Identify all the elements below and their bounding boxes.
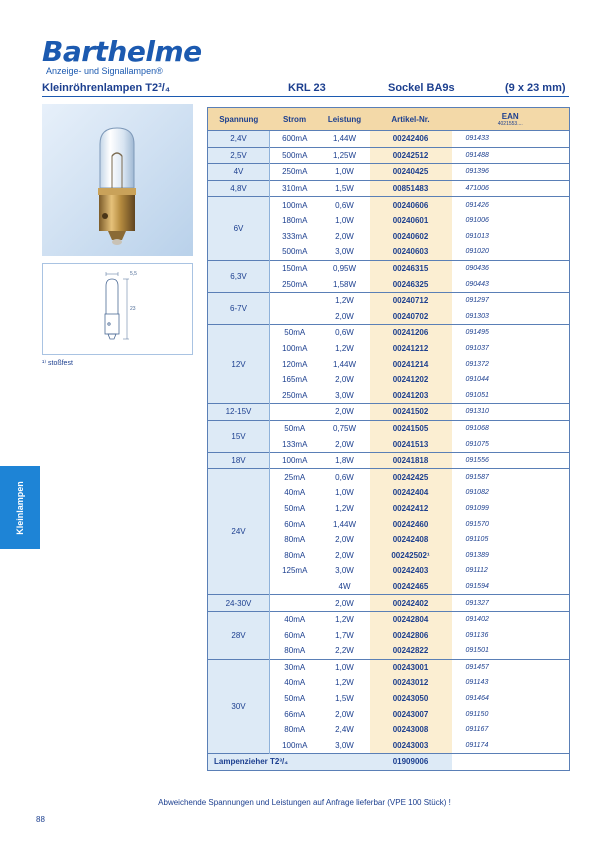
article-cell: 00241513 — [370, 436, 452, 452]
table-row — [208, 260, 570, 276]
voltage-cell: 6V — [208, 197, 270, 260]
table-row — [208, 131, 570, 148]
power-cell: 1,0W — [320, 659, 370, 675]
table-header-row — [208, 108, 570, 131]
brand-name: Barthelme — [42, 35, 202, 68]
article-cell: 00241202 — [370, 372, 452, 388]
table-row — [208, 180, 570, 197]
current-cell: 133mA — [282, 439, 308, 449]
power-cell: 0,6W — [320, 197, 370, 213]
current-cell — [270, 309, 320, 325]
article-cell: 00242804 — [370, 611, 452, 627]
ean-cell: 091150 — [465, 710, 489, 718]
voltage-cell: 24-30V — [208, 595, 270, 612]
current-cell: 310mA — [270, 180, 320, 197]
article-cell: 00243007 — [370, 706, 452, 722]
table-row — [208, 164, 570, 181]
ean-cell: 091372 — [465, 360, 489, 368]
power-cell: 3,0W — [335, 247, 354, 257]
ean-cell: 091587 — [452, 469, 570, 485]
voltage-cell: 12V — [208, 325, 270, 404]
current-cell: 100mA — [270, 197, 320, 213]
ean-cell: 091006 — [465, 217, 489, 225]
power-cell: 0,6W — [320, 469, 370, 485]
table-row — [208, 197, 570, 213]
power-cell: 4W — [338, 581, 351, 591]
current-cell: 80mA — [284, 725, 306, 735]
current-cell — [270, 595, 320, 612]
article-cell: 00242403 — [370, 563, 452, 579]
ean-cell: 091068 — [452, 420, 570, 436]
voltage-cell: 24V — [208, 469, 270, 595]
table-row — [208, 147, 570, 164]
product-name: Kleinröhrenlampen T2³/₄ — [42, 82, 171, 94]
power-cell: 1,0W — [335, 488, 354, 498]
header-ean-label: EAN — [501, 111, 519, 121]
product-base: Sockel BA9s — [388, 82, 455, 94]
power-cell: 2,0W — [335, 535, 354, 545]
article-cell: 00242460 — [370, 516, 452, 532]
article-cell: 00241203 — [370, 388, 452, 404]
article-cell: 00242406 — [370, 131, 452, 148]
ean-cell: 091020 — [465, 248, 489, 256]
power-cell: 1,58W — [332, 279, 357, 289]
current-cell: 100mA — [282, 344, 308, 354]
ean-cell: 091488 — [452, 147, 570, 164]
ean-cell: 091464 — [465, 695, 489, 703]
article-cell: 00851483 — [370, 180, 452, 197]
accessory-article: 01909006 — [370, 754, 452, 771]
article-cell: 00240602 — [370, 229, 452, 245]
accessory-row — [208, 754, 570, 771]
header-divider — [42, 96, 569, 97]
current-cell: 600mA — [270, 131, 320, 148]
current-cell: 60mA — [284, 519, 306, 529]
current-cell: 50mA — [284, 503, 306, 513]
ean-cell: 091105 — [465, 536, 489, 544]
power-cell: 1,25W — [320, 147, 370, 164]
current-cell: 30mA — [270, 659, 320, 675]
table-row — [208, 659, 570, 675]
article-cell: 00242822 — [370, 643, 452, 659]
product-size: (9 x 23 mm) — [505, 82, 566, 94]
lamp-photo-icon — [42, 104, 193, 256]
current-cell: 80mA — [284, 550, 306, 560]
table-row — [208, 452, 570, 469]
article-cell: 00243050 — [370, 691, 452, 707]
technical-drawing — [42, 263, 193, 355]
voltage-cell: 6-7V — [208, 292, 270, 324]
footnote: ¹⁾ stoßfest — [42, 360, 73, 367]
article-cell: 00240601 — [370, 213, 452, 229]
ean-cell: 091112 — [465, 567, 488, 575]
power-cell: 2,0W — [335, 311, 354, 321]
power-cell: 3,0W — [335, 566, 354, 576]
current-cell: 80mA — [284, 535, 306, 545]
ean-cell: 091082 — [465, 489, 489, 497]
article-cell: 00242512 — [370, 147, 452, 164]
ean-cell: 091297 — [452, 292, 570, 308]
ean-cell: 091570 — [465, 520, 489, 528]
current-cell: 250mA — [282, 390, 308, 400]
article-cell: 00243003 — [370, 738, 452, 754]
ean-cell: 091099 — [465, 504, 489, 512]
power-cell: 0,95W — [320, 260, 370, 276]
article-cell: 00242412 — [370, 501, 452, 517]
section-tab — [0, 466, 40, 549]
spec-table — [207, 107, 570, 771]
ean-cell: 091303 — [465, 312, 489, 320]
header-voltage: Spannung — [208, 108, 270, 131]
current-cell — [270, 404, 320, 421]
voltage-cell: 28V — [208, 611, 270, 659]
current-cell: 250mA — [270, 164, 320, 181]
ean-cell: 091044 — [465, 376, 489, 384]
power-cell: 1,2W — [335, 503, 354, 513]
article-cell: 00242425 — [370, 469, 452, 485]
current-cell: 80mA — [284, 646, 306, 656]
article-cell: 00241212 — [370, 341, 452, 357]
current-cell: 50mA — [284, 694, 306, 704]
current-cell: 333mA — [282, 231, 308, 241]
power-cell: 2,0W — [335, 439, 354, 449]
header-current: Strom — [270, 108, 320, 131]
article-cell: 00240606 — [370, 197, 452, 213]
current-cell: 25mA — [270, 469, 320, 485]
table-row — [208, 611, 570, 627]
current-cell: 40mA — [284, 678, 306, 688]
current-cell: 120mA — [282, 359, 308, 369]
table-row — [208, 595, 570, 612]
power-cell: 2,4W — [335, 725, 354, 735]
power-cell: 1,44W — [332, 519, 357, 529]
current-cell — [270, 579, 320, 595]
power-cell: 2,0W — [320, 595, 370, 612]
ean-cell: 091051 — [465, 391, 489, 399]
article-cell: 00241505 — [370, 420, 452, 436]
ean-cell: 090436 — [452, 260, 570, 276]
article-cell: 00243008 — [370, 722, 452, 738]
voltage-cell: 18V — [208, 452, 270, 469]
ean-cell: 091402 — [452, 611, 570, 627]
page-number: 88 — [36, 815, 45, 824]
article-cell: 00240712 — [370, 292, 452, 308]
table-row — [208, 292, 570, 308]
article-cell: 00240603 — [370, 244, 452, 260]
ean-cell: 091594 — [465, 582, 489, 590]
ean-cell: 091037 — [465, 345, 489, 353]
ean-cell: 091396 — [452, 164, 570, 181]
power-cell: 1,44W — [332, 359, 357, 369]
ean-cell: 091136 — [465, 631, 489, 639]
power-cell: 3,0W — [335, 390, 354, 400]
power-cell: 1,2W — [335, 344, 354, 354]
header-ean-prefix: 4021553.... — [497, 120, 523, 127]
voltage-cell: 6,3V — [208, 260, 270, 292]
article-cell: 00246325 — [370, 276, 452, 292]
article-cell: 00241818 — [370, 452, 452, 469]
current-cell: 66mA — [284, 709, 306, 719]
power-cell: 2,0W — [335, 375, 354, 385]
table-body — [208, 131, 570, 754]
article-cell: 00242806 — [370, 627, 452, 643]
ean-cell: 091167 — [465, 726, 489, 734]
brand-subtitle: Anzeige- und Signallampen® — [46, 66, 163, 76]
article-cell: 00246315 — [370, 260, 452, 276]
power-cell: 1,7W — [335, 630, 354, 640]
current-cell: 40mA — [284, 488, 306, 498]
current-cell: 100mA — [282, 740, 308, 750]
power-cell: 1,44W — [320, 131, 370, 148]
ean-cell: 091143 — [465, 679, 489, 687]
power-cell: 1,8W — [320, 452, 370, 469]
section-tab-label: Kleinlampen — [15, 480, 25, 535]
ean-cell: 091556 — [452, 452, 570, 469]
article-cell: 00243001 — [370, 659, 452, 675]
ean-cell: 091310 — [452, 404, 570, 421]
power-cell: 2,0W — [320, 404, 370, 421]
current-cell: 50mA — [270, 420, 320, 436]
power-cell: 1,5W — [320, 180, 370, 197]
ean-cell: 091327 — [452, 595, 570, 612]
header-power: Leistung — [320, 108, 370, 131]
ean-cell: 091389 — [465, 551, 489, 559]
ean-cell: 091174 — [465, 741, 489, 749]
current-cell: 165mA — [282, 375, 308, 385]
voltage-cell: 4,8V — [208, 180, 270, 197]
article-cell: 00242404 — [370, 485, 452, 501]
power-cell: 2,0W — [335, 550, 354, 560]
ean-cell: 091495 — [452, 325, 570, 341]
lamp-photo — [42, 104, 193, 256]
power-cell: 1,0W — [335, 216, 354, 226]
article-cell: 00242402 — [370, 595, 452, 612]
current-cell: 50mA — [270, 325, 320, 341]
current-cell: 125mA — [282, 566, 308, 576]
ean-cell: 091426 — [452, 197, 570, 213]
accessory-ean — [452, 754, 570, 771]
header-article: Artikel-Nr. — [370, 108, 452, 131]
voltage-cell: 2,5V — [208, 147, 270, 164]
voltage-cell: 12-15V — [208, 404, 270, 421]
accessory-label: Lampenzieher T2³/₄ — [208, 754, 370, 771]
table-row — [208, 469, 570, 485]
article-cell: 00240425 — [370, 164, 452, 181]
table-row — [208, 325, 570, 341]
power-cell: 0,6W — [320, 325, 370, 341]
ean-cell: 091013 — [465, 232, 489, 240]
current-cell: 40mA — [270, 611, 320, 627]
lamp-drawing-icon — [43, 264, 194, 356]
article-cell: 00242408 — [370, 532, 452, 548]
current-cell: 150mA — [270, 260, 320, 276]
product-type: KRL 23 — [288, 82, 326, 94]
dimension-length: 23 — [130, 306, 136, 312]
voltage-cell: 2,4V — [208, 131, 270, 148]
power-cell: 1,2W — [320, 292, 370, 308]
ean-cell: 091433 — [452, 131, 570, 148]
power-cell: 2,0W — [335, 231, 354, 241]
ean-cell: 471006 — [452, 180, 570, 197]
power-cell: 2,2W — [335, 646, 354, 656]
ean-cell: 091501 — [465, 647, 489, 655]
dimension-width: 5,5 — [130, 271, 137, 277]
power-cell: 0,75W — [320, 420, 370, 436]
table-row — [208, 404, 570, 421]
current-cell — [270, 292, 320, 308]
power-cell: 1,5W — [335, 694, 354, 704]
current-cell: 250mA — [282, 279, 308, 289]
brand-logo — [42, 35, 202, 76]
article-cell: 00242465 — [370, 579, 452, 595]
article-cell: 00241502 — [370, 404, 452, 421]
article-cell: 00242502¹ — [370, 547, 452, 563]
current-cell: 180mA — [282, 216, 308, 226]
current-cell: 500mA — [270, 147, 320, 164]
ean-cell: 090443 — [465, 280, 489, 288]
current-cell: 500mA — [282, 247, 308, 257]
voltage-cell: 15V — [208, 420, 270, 452]
power-cell: 2,0W — [335, 709, 354, 719]
table-row — [208, 420, 570, 436]
header-ean — [452, 108, 570, 131]
power-cell: 1,0W — [320, 164, 370, 181]
article-cell: 00240702 — [370, 309, 452, 325]
article-cell: 00241214 — [370, 356, 452, 372]
article-cell: 00241206 — [370, 325, 452, 341]
power-cell: 3,0W — [335, 740, 354, 750]
ean-cell: 091075 — [465, 440, 489, 448]
voltage-cell: 30V — [208, 659, 270, 754]
availability-note: Abweichende Spannungen und Leistungen auf Anfrage lieferbar (VPE 100 Stück) ! — [158, 798, 451, 807]
article-cell: 00243012 — [370, 675, 452, 691]
power-cell: 1,2W — [320, 611, 370, 627]
current-cell: 100mA — [270, 452, 320, 469]
voltage-cell: 4V — [208, 164, 270, 181]
power-cell: 1,2W — [335, 678, 354, 688]
current-cell: 60mA — [284, 630, 306, 640]
ean-cell: 091457 — [452, 659, 570, 675]
